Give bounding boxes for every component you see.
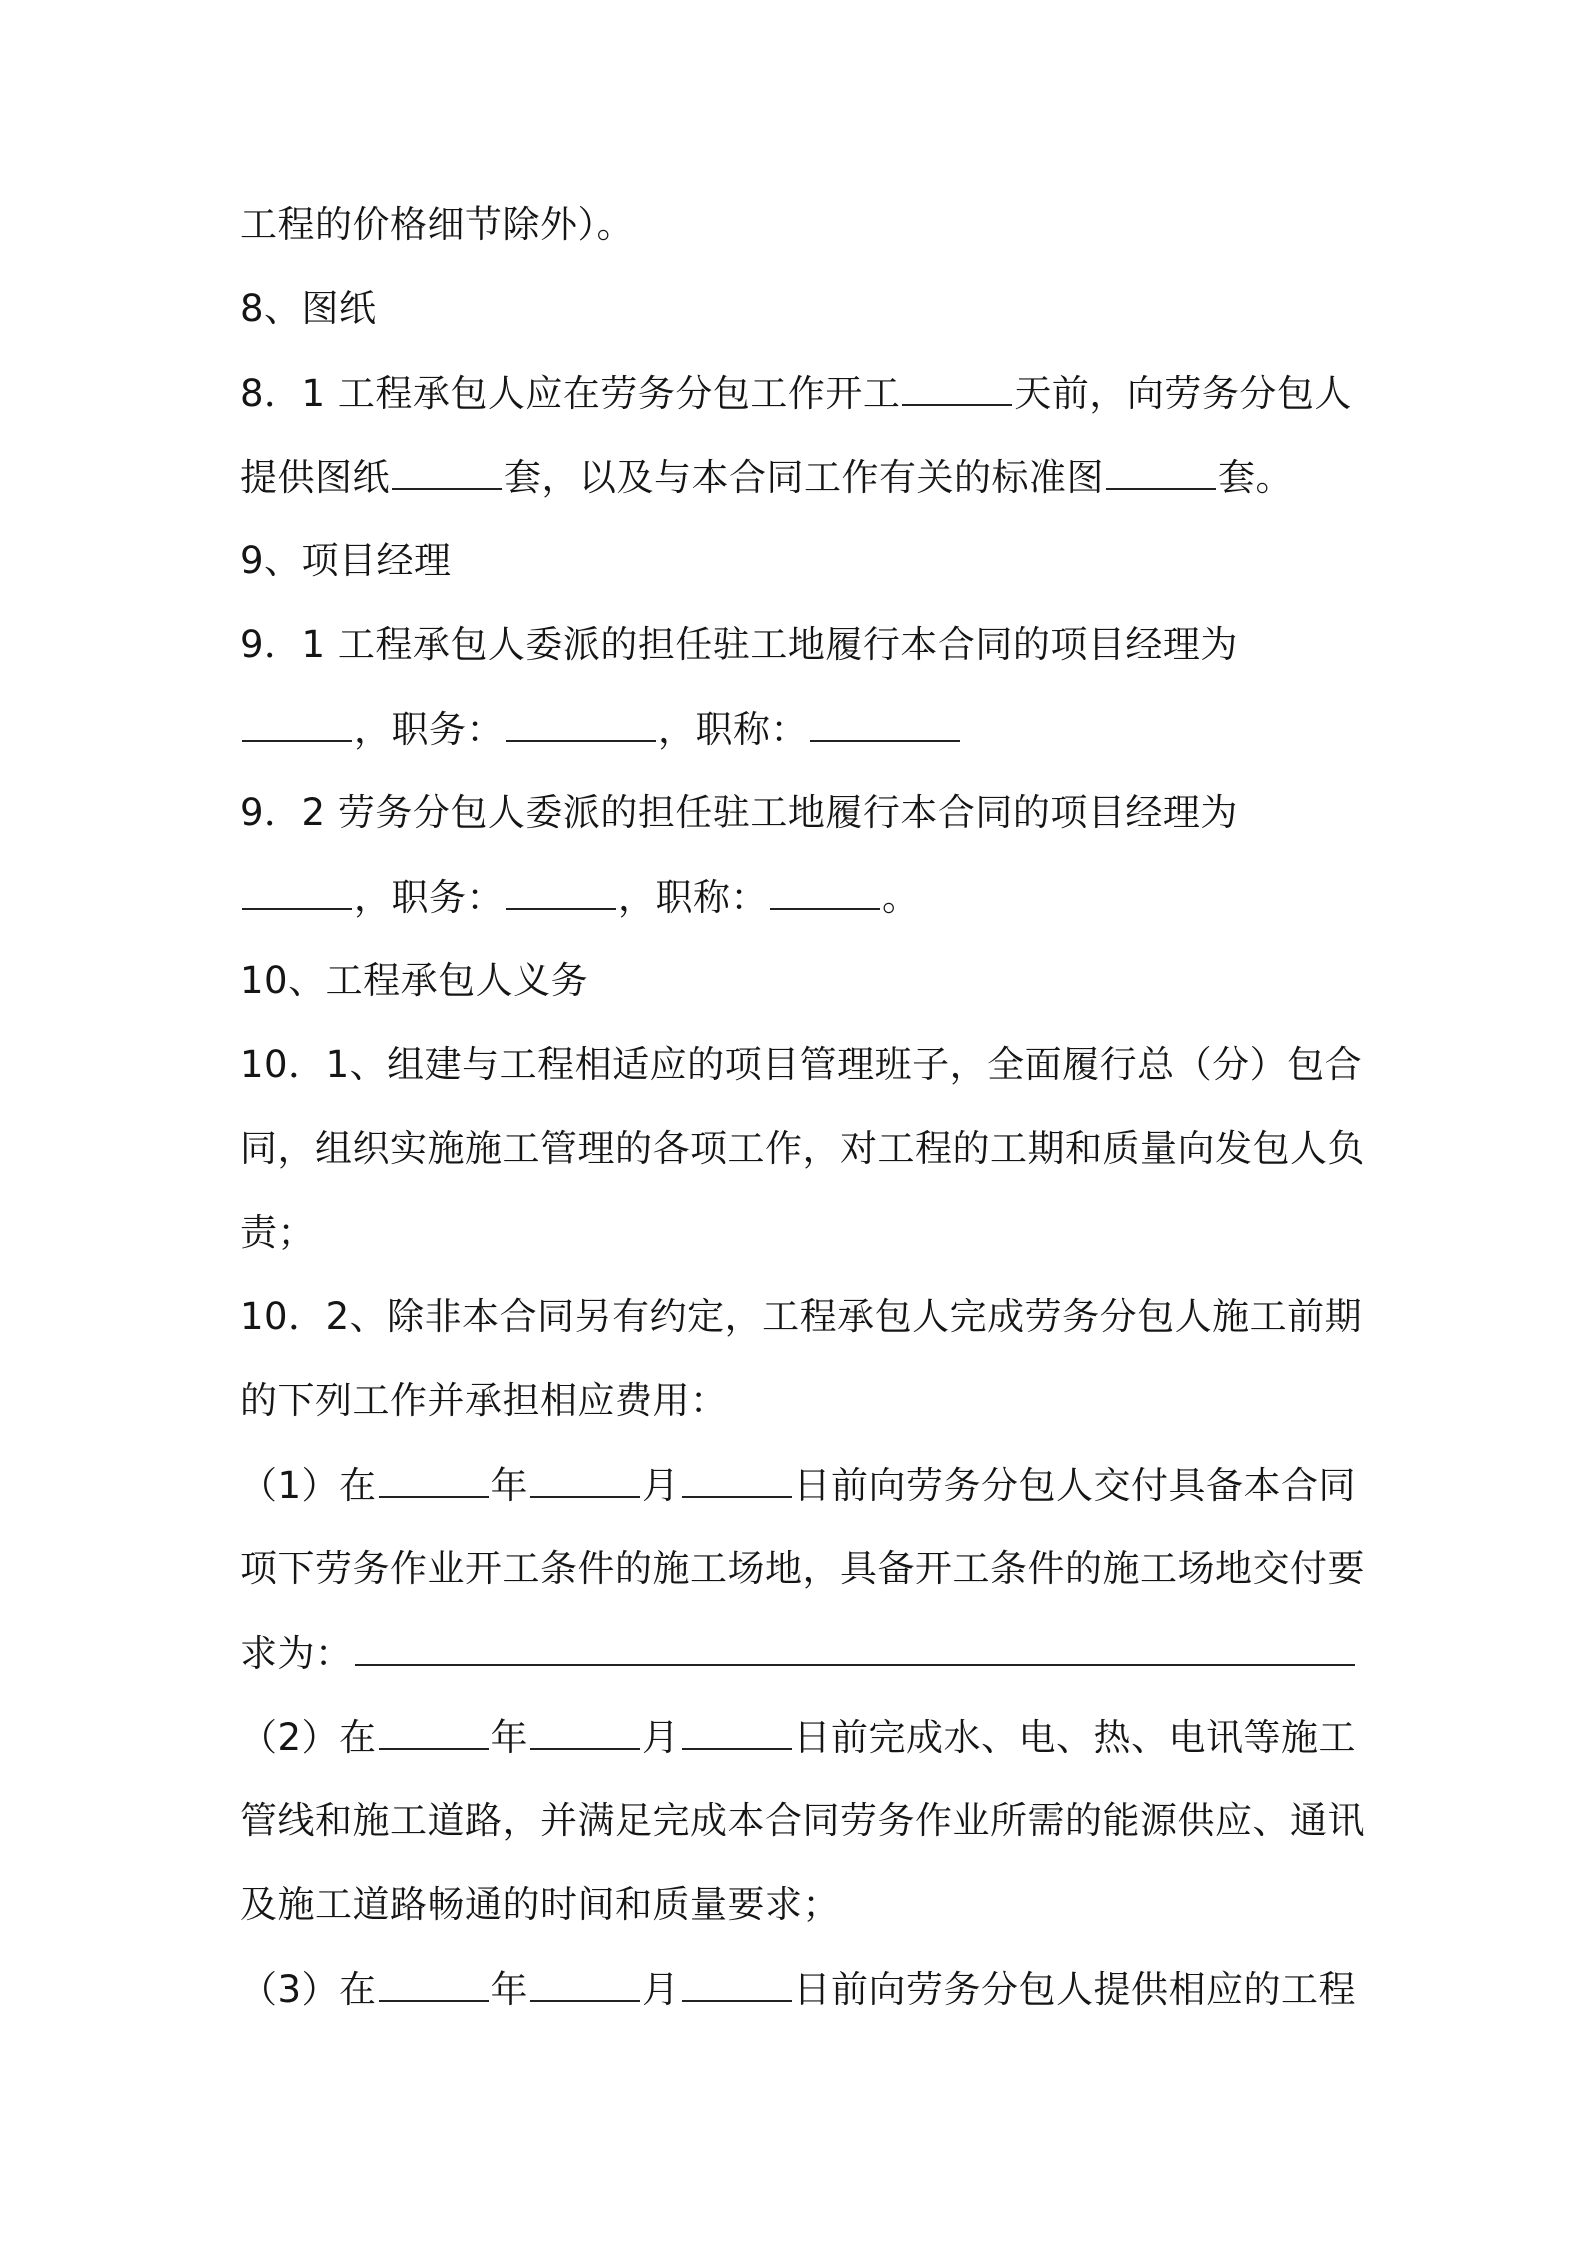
section-heading-9 [240,536,452,586]
paragraph-line [240,452,1293,502]
text: 10．2、除非本合同另有约定，工程承包人完成劳务分包人施工前期 [240,1295,1363,1338]
fill-in-blank[interactable] [379,1964,489,2002]
paragraph-line [240,1712,1356,1762]
paragraph-line [240,620,1238,670]
section-heading-8 [240,284,377,334]
paragraph-line [240,1544,1365,1594]
fill-in-blank[interactable] [355,1628,1355,1666]
paragraph-line [240,1796,1365,1846]
text: 管线和施工道路，并满足完成本合同劳务作业所需的能源供应、通讯 [240,1799,1365,1842]
fill-in-blank[interactable] [530,1460,640,1498]
text: （3）在 [240,1968,377,2011]
text: 年 [490,1716,529,1759]
text: （1）在 [240,1464,377,1507]
text: 9．1 工程承包人委派的担任驻工地履行本合同的项目经理为 [240,623,1238,666]
text: 10、工程承包人义务 [240,959,589,1002]
text: 及施工道路畅通的时间和质量要求； [240,1883,840,1926]
text: 月 [642,1968,680,2011]
text: 工程的价格细节除外）。 [240,203,634,246]
fill-in-blank[interactable] [530,1964,640,2002]
fill-in-blank[interactable] [379,1460,489,1498]
text: 9、项目经理 [240,539,452,582]
text: 月 [642,1716,680,1759]
paragraph-line [240,1292,1362,1342]
paragraph-line [240,1124,1365,1174]
text: ，职称： [618,876,768,919]
text: 8．1 工程承包人应在劳务分包工作开工 [240,372,901,415]
fill-in-blank[interactable] [902,368,1012,406]
text: ，职务： [354,876,504,919]
paragraph-line [240,1964,1356,2014]
fill-in-blank[interactable] [682,1964,792,2002]
paragraph-line [240,872,920,922]
fill-in-blank[interactable] [392,452,502,490]
paragraph-line [240,1880,840,1930]
paragraph-line [240,200,634,250]
fill-in-blank[interactable] [530,1712,640,1750]
text: 10．1、组建与工程相适应的项目管理班子，全面履行总（分）包合 [240,1043,1363,1086]
text: 责； [240,1211,315,1254]
text: 日前向劳务分包人交付具备本合同 [793,1464,1357,1507]
fill-in-blank[interactable] [506,872,616,910]
text: ，职务： [354,708,504,751]
text: 9．2 劳务分包人委派的担任驻工地履行本合同的项目经理为 [240,791,1238,834]
fill-in-blank[interactable] [242,704,352,742]
text: 8、图纸 [240,287,377,330]
section-heading-10 [240,956,588,1006]
fill-in-blank[interactable] [682,1460,792,1498]
paragraph-line [240,788,1238,838]
fill-in-blank[interactable] [242,872,352,910]
paragraph-line [240,368,1352,418]
text: 。 [882,876,920,919]
text: 月 [642,1464,680,1507]
fill-in-blank[interactable] [810,704,960,742]
text: 提供图纸 [240,456,390,499]
text: 同，组织实施施工管理的各项工作，对工程的工期和质量向发包人负 [240,1127,1365,1170]
text: 求为： [240,1632,353,1675]
text: 年 [490,1464,529,1507]
paragraph-line [240,1460,1356,1510]
paragraph-line [240,704,962,754]
text: 套，以及与本合同工作有关的标准图 [504,456,1104,499]
text: ，职称： [658,708,808,751]
paragraph-line [240,1208,315,1258]
text: 日前向劳务分包人提供相应的工程 [793,1968,1357,2011]
text: 的下列工作并承担相应费用： [240,1379,728,1422]
text: 项下劳务作业开工条件的施工场地，具备开工条件的施工场地交付要 [240,1547,1365,1590]
fill-in-blank[interactable] [770,872,880,910]
fill-in-blank[interactable] [506,704,656,742]
paragraph-line [240,1376,728,1426]
text: 年 [490,1968,529,2011]
paragraph-line [240,1040,1362,1090]
fill-in-blank[interactable] [682,1712,792,1750]
paragraph-line [240,1628,1357,1678]
text: 套。 [1218,456,1293,499]
text: 日前完成水、电、热、电讯等施工 [793,1716,1357,1759]
fill-in-blank[interactable] [1106,452,1216,490]
fill-in-blank[interactable] [379,1712,489,1750]
text: （2）在 [240,1716,377,1759]
text: 天前，向劳务分包人 [1014,372,1352,415]
